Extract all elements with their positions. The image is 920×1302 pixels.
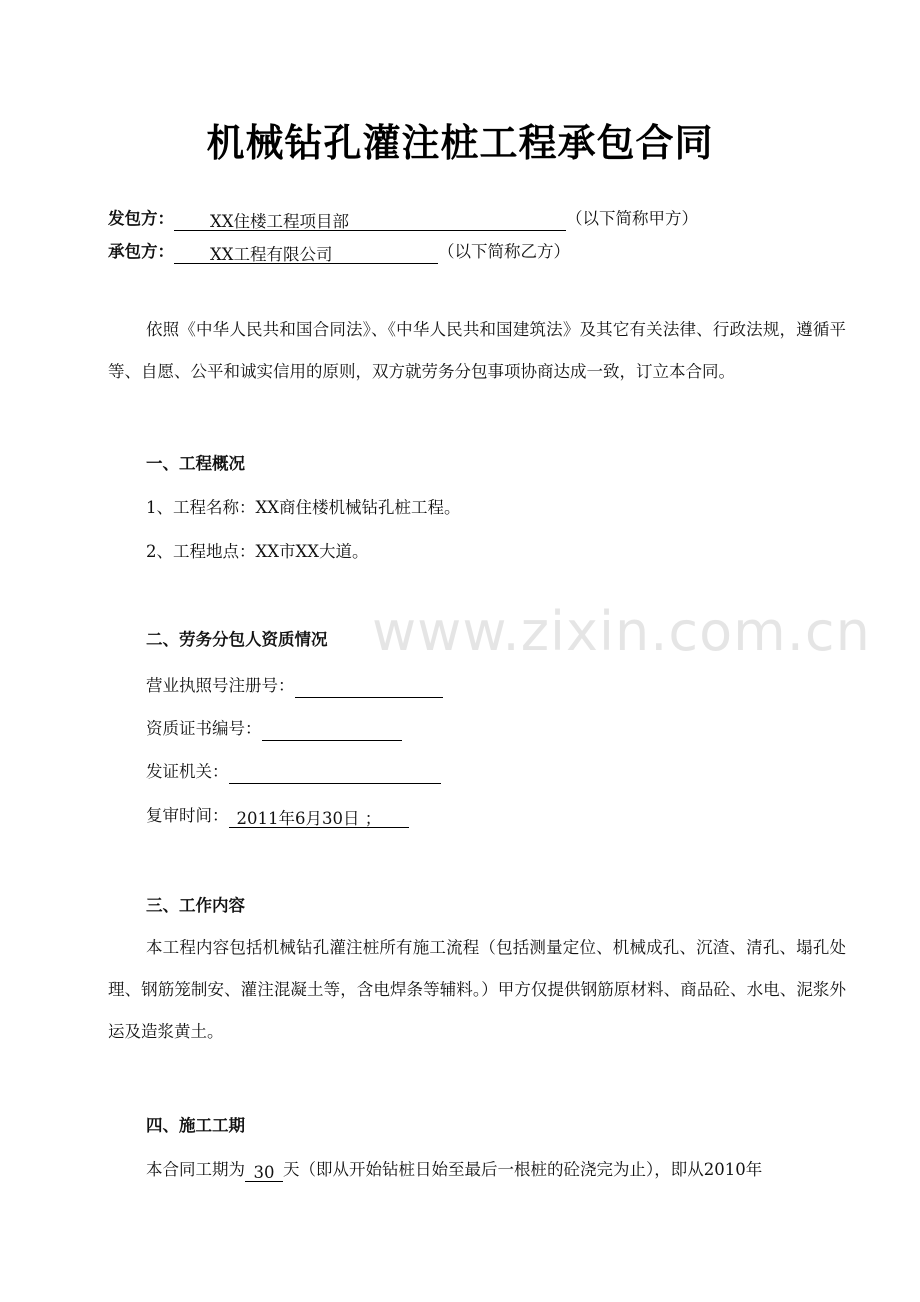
review-label: 复审时间： [146, 806, 229, 825]
party-b-field [174, 243, 438, 264]
license-line [146, 674, 443, 698]
license-label: 营业执照号注册号： [146, 676, 295, 695]
work-content-paragraph: 本工程内容包括机械钻孔灌注桩所有施工流程（包括测量定位、机械成孔、沉渣、清孔、塌孔处理、钢筋笼制安、灌注混凝土等，含电焊条等辅料。）甲方仅提供钢筋原材料、商品砼、水电、泥浆外运及造浆黄土。 [108, 938, 846, 1041]
project-location: 2、工程地点：XX市XX大道。 [146, 542, 369, 561]
party-a-field [174, 210, 566, 231]
section-4-heading: 四、施工工期 [146, 1116, 245, 1135]
party-b-label: 承包方： [108, 242, 174, 261]
section-2-heading: 二、劳务分包人资质情况 [146, 630, 328, 649]
party-a-line [108, 207, 698, 231]
section-1-heading: 一、工程概况 [146, 454, 245, 473]
issuer-field [229, 763, 441, 784]
document-title: 机械钻孔灌注桩工程承包合同 [206, 121, 714, 165]
license-field [295, 677, 443, 698]
period-days-field [245, 1161, 283, 1182]
intro-paragraph: 依照《中华人民共和国合同法》、《中华人民共和国建筑法》及其它有关法律、行政法规，遵循平等、自愿、公平和诚实信用的原则，双方就劳务分包事项协商达成一致，订立本合同。 [108, 320, 846, 381]
project-name: 1、工程名称：XX商住楼机械钻孔桩工程。 [146, 498, 461, 517]
party-a-value: XX住楼工程项目部 [210, 212, 349, 231]
party-a-label: 发包方： [108, 209, 174, 228]
period-line [146, 1158, 762, 1182]
issuer-label: 发证机关： [146, 762, 229, 781]
period-prefix: 本合同工期为 [146, 1160, 245, 1179]
review-value: 2011年6月30日 ； [236, 809, 382, 828]
period-rest: 天（即从开始钻桩日始至最后一根桩的砼浇完为止），即从2010年 [283, 1160, 763, 1179]
review-line [146, 804, 409, 828]
section-3-heading: 三、工作内容 [146, 896, 245, 915]
review-field [229, 807, 409, 828]
party-b-line [108, 240, 570, 264]
cert-line [146, 717, 402, 741]
cert-field [262, 720, 402, 741]
issuer-line [146, 760, 441, 784]
period-days: 30 [253, 1163, 275, 1182]
party-b-value: XX工程有限公司 [210, 245, 333, 264]
watermark: www.zixin.com.cn [372, 600, 871, 663]
cert-label: 资质证书编号： [146, 719, 262, 738]
party-b-suffix: （以下简称乙方） [438, 242, 570, 261]
party-a-suffix: （以下简称甲方） [566, 209, 698, 228]
